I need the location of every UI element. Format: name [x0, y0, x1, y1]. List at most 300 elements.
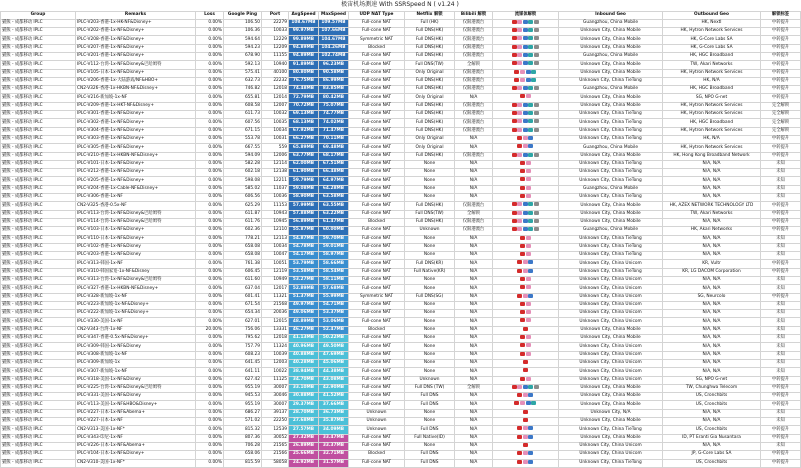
inbound-geo-cell: Unknown City, China Unicom [559, 318, 663, 326]
table-row[interactable] [1, 119, 801, 127]
netflix-icon [517, 426, 522, 430]
disney-icon [523, 111, 528, 115]
streaming-cell [493, 376, 559, 384]
udp-nat-cell: Full-cone NAT [349, 111, 405, 119]
max-speed-cell: 58.66MB [319, 260, 349, 268]
port-cell: 10039 [262, 351, 289, 359]
avg-speed-cell: 27.32MB [289, 434, 319, 442]
avg-speed-cell: 57.99MB [289, 202, 319, 210]
inbound-geo-cell: Unknown City, N/A [559, 409, 663, 417]
streaming-cell [493, 227, 559, 235]
youtube-icon [528, 28, 533, 32]
netflix-cell: None [405, 351, 455, 359]
max-speed-cell: 109.57MB [319, 19, 349, 27]
bilibili-cell: N/A [455, 135, 493, 143]
table-row[interactable] [1, 343, 801, 351]
avg-speed-cell: 34.70MB [289, 376, 319, 384]
youtube-icon [528, 227, 533, 231]
netflix-icon [512, 111, 517, 115]
max-speed-cell: 74.77MB [319, 111, 349, 119]
outbound-geo-cell: N/A, N/A [663, 326, 761, 334]
remarks-cell: IPLC-V104-日本-1x-NF&Disney+ [76, 451, 196, 459]
streaming-cell [493, 160, 559, 168]
table-row[interactable] [1, 252, 801, 260]
streaming-cell [493, 61, 559, 69]
table-row[interactable] [1, 19, 801, 27]
ping-cell: 598.08 [224, 177, 262, 185]
remarks-cell: IPLC-V206-香港-1x-大陆游戏/NF&HBO+ [76, 77, 196, 85]
port-cell: 12229 [262, 36, 289, 44]
disney-icon [523, 103, 528, 107]
loss-cell: 0.00% [196, 351, 224, 359]
loss-cell: 0.00% [196, 426, 224, 434]
avg-speed-cell: 58.90MB [289, 194, 319, 202]
avg-speed-cell: 38.94MB [289, 368, 319, 376]
max-speed-cell: 33.47MB [319, 434, 349, 442]
ping-cell: 632.73 [224, 77, 262, 85]
bilibili-cell: N/A [455, 376, 493, 384]
unlock-label-cell: 未知 [761, 243, 801, 251]
netflix-icon [520, 343, 525, 347]
group-cell: 猫熊 - 成都移动 IPLC [1, 442, 76, 450]
avg-speed-cell: 40.28MB [289, 359, 319, 367]
bilibili-cell: N/A [455, 301, 493, 309]
loss-cell: 0.00% [196, 44, 224, 52]
remarks-cell: IPLC-V222-新加坡-1x-NF&Disney+ [76, 310, 196, 318]
unlock-label-cell: 中转提升 [761, 434, 801, 442]
netflix-icon [523, 368, 528, 372]
table-row[interactable] [1, 260, 801, 268]
loss-cell: 0.00% [196, 52, 224, 60]
inbound-geo-cell: Unknown City, China Mobile [559, 210, 663, 218]
netflix-cell: None [405, 409, 455, 417]
youtube-icon [528, 385, 533, 389]
hbo-icon [534, 86, 539, 90]
header-google-ping[interactable]: Google Ping [224, 12, 262, 20]
netflix-cell: Full Native(ID) [405, 434, 455, 442]
remarks-cell: IPLC-V110-日本-1x-NF&Disney+ [76, 235, 196, 243]
inbound-geo-cell: Unknown City, China TieTong [559, 135, 663, 143]
unlock-label-cell: 未知 [761, 409, 801, 417]
group-cell: 猫熊 - 成都移动 IPLC [1, 426, 76, 434]
unlock-label-cell: 中转提升 [761, 52, 801, 60]
loss-cell: 0.00% [196, 61, 224, 69]
table-row[interactable] [1, 384, 801, 392]
avg-speed-cell: 51.37MB [289, 293, 319, 301]
table-row[interactable] [1, 451, 801, 459]
bilibili-icon [523, 435, 528, 439]
inbound-geo-cell: Guangzhou, China Mobile [559, 52, 663, 60]
table-row[interactable] [1, 61, 801, 69]
table-row[interactable] [1, 418, 801, 426]
bilibili-cell: N/A [455, 335, 493, 343]
bilibili-icon [520, 401, 525, 405]
table-row[interactable] [1, 318, 801, 326]
header-netflix[interactable]: Netflix 解锁 [405, 12, 455, 20]
inbound-geo-cell: Unknown City, China Unicom [559, 451, 663, 459]
bilibili-cell: 全解锁 [455, 210, 493, 218]
table-row[interactable] [1, 102, 801, 110]
netflix-cell: None [405, 277, 455, 285]
remarks-cell: CN2-V310-美国-1x-NF* [76, 459, 196, 467]
table-row[interactable] [1, 185, 801, 193]
ping-cell: 671.54 [224, 301, 262, 309]
disney-icon [523, 202, 528, 206]
netflix-cell: Full DNS(HK) [405, 86, 455, 94]
bilibili-cell: 仅限港澳台 [455, 227, 493, 235]
table-row[interactable] [1, 227, 801, 235]
udp-nat-cell: Blocked [349, 451, 405, 459]
table-row[interactable] [1, 359, 801, 367]
disney-icon [523, 36, 528, 40]
netflix-icon [514, 401, 519, 405]
ping-cell: 106.50 [224, 19, 262, 27]
bilibili-icon [526, 377, 531, 381]
unlock-label-cell: 未知 [761, 285, 801, 293]
udp-nat-cell: Full-cone NAT [349, 376, 405, 384]
inbound-geo-cell: Unknown City, China TieTong [559, 119, 663, 127]
port-cell: 12114 [262, 160, 289, 168]
streaming-cell [493, 210, 559, 218]
netflix-cell: None [405, 194, 455, 202]
loss-cell: 0.00% [196, 135, 224, 143]
loss-cell: 0.00% [196, 277, 224, 285]
udp-nat-cell: Full-cone NAT [349, 351, 405, 359]
remarks-cell: IPLC-V113-台湾-1x-NF&Disney&巴哈姆特 [76, 210, 196, 218]
group-cell: 猫熊 - 成都移动 IPLC [1, 335, 76, 343]
table-row[interactable] [1, 401, 801, 409]
table-row[interactable] [1, 202, 801, 210]
bilibili-cell: N/A [455, 310, 493, 318]
avg-speed-cell: 68.13MB [289, 119, 319, 127]
netflix-icon [514, 78, 519, 82]
bilibili-icon [523, 269, 528, 273]
table-row[interactable] [1, 94, 801, 102]
port-cell: 30046 [262, 393, 289, 401]
header-udp-nat[interactable]: UDP NAT Type [349, 12, 405, 20]
avg-speed-cell: 48.89MB [289, 318, 319, 326]
inbound-geo-cell: Unknown City, China TieTong [559, 426, 663, 434]
header-bilibili[interactable]: Bilibili 解锁 [455, 12, 493, 20]
unlock-label-cell: 中转提升 [761, 144, 801, 152]
remarks-cell: IPLC-V226-日本-1x-NF&Abema+ [76, 442, 196, 450]
loss-cell: 0.00% [196, 243, 224, 251]
udp-nat-cell: Full-cone NAT [349, 202, 405, 210]
bilibili-icon [517, 227, 522, 231]
bilibili-icon [526, 169, 531, 173]
max-speed-cell: 42.90MB [319, 384, 349, 392]
max-speed-cell: 59.01MB [319, 243, 349, 251]
table-row[interactable] [1, 426, 801, 434]
disney-icon [523, 86, 528, 90]
group-cell: 猫熊 - 成都移动 IPLC [1, 393, 76, 401]
hbo-icon [534, 61, 539, 65]
header-inbound-geo[interactable]: Inbound Geo [559, 12, 663, 20]
header-remarks[interactable]: Remarks [76, 12, 196, 20]
netflix-icon [517, 144, 522, 148]
unlock-label-cell: 未知 [761, 235, 801, 243]
bilibili-icon [526, 335, 531, 339]
bilibili-cell: 仅限港澳台 [455, 127, 493, 135]
ping-cell: 686.27 [224, 409, 262, 417]
netflix-cell: Full DNS [405, 459, 455, 467]
table-row[interactable] [1, 301, 801, 309]
streaming-cell [493, 243, 559, 251]
port-cell: 10051 [262, 260, 289, 268]
streaming-cell [493, 418, 559, 426]
netflix-cell: None [405, 318, 455, 326]
table-row[interactable] [1, 442, 801, 450]
remarks-cell: IPLC-V328-新加坡-1x-NF [76, 293, 196, 301]
netflix-cell: None [405, 177, 455, 185]
port-cell: 22279 [262, 19, 289, 27]
udp-nat-cell: Full-cone NAT [349, 210, 405, 218]
group-cell: 猫熊 - 成都移动 IPLC [1, 94, 76, 102]
table-row[interactable] [1, 177, 801, 185]
group-cell: 猫熊 - 成都移动 IPLC [1, 252, 76, 260]
unlock-label-cell: 中转提升 [761, 293, 801, 301]
outbound-geo-cell: SG, Neurcolo [663, 293, 761, 301]
bilibili-icon [517, 36, 522, 40]
header-avg-speed[interactable]: AvgSpeed [289, 12, 319, 20]
remarks-cell: IPLC-V212-香港-1x-NF&Disney+ [76, 169, 196, 177]
netflix-icon [512, 53, 517, 57]
header-streaming[interactable]: 流媒体解锁 [493, 12, 559, 20]
remarks-cell: IPLC-V305-香港-1x-NF&Disney+ [76, 144, 196, 152]
table-row[interactable] [1, 77, 801, 85]
results-table [0, 11, 801, 468]
port-cell: 22250 [262, 418, 289, 426]
bilibili-icon [517, 20, 522, 24]
remarks-cell: IPLC-V210-香港-1x-HKBN-NF&Disney+ [76, 152, 196, 160]
table-row[interactable] [1, 135, 801, 143]
netflix-cell: None [405, 368, 455, 376]
netflix-cell: Full DNS(HK) [405, 111, 455, 119]
header-port[interactable]: Port [262, 12, 289, 20]
port-cell: 10036 [262, 194, 289, 202]
unlock-label-cell: 完全解锁 [761, 111, 801, 119]
port-cell: 12113 [262, 235, 289, 243]
netflix-cell: Full DNS(HK) [405, 28, 455, 36]
bilibili-cell: N/A [455, 393, 493, 401]
udp-nat-cell: Full-cone NAT [349, 227, 405, 235]
table-row[interactable] [1, 194, 801, 202]
ping-cell: 641.11 [224, 368, 262, 376]
avg-speed-cell: 72.79MB [289, 94, 319, 102]
table-row[interactable] [1, 160, 801, 168]
outbound-geo-cell: ID, PT Eranti Gia Nusantara [663, 434, 761, 442]
remarks-cell: IPLC-V209-香港-1x-HKT-NF&Disney+ [76, 102, 196, 110]
bilibili-icon [523, 260, 528, 264]
netflix-icon [520, 169, 525, 173]
remarks-cell: IPLC-V102-香港-1x-NF&Disney [76, 243, 196, 251]
port-cell: 12018 [262, 86, 289, 94]
table-row[interactable] [1, 218, 801, 226]
port-cell: 10945 [262, 218, 289, 226]
table-row[interactable] [1, 351, 801, 359]
streaming-cell [493, 135, 559, 143]
udp-nat-cell: Full-cone NAT [349, 393, 405, 401]
remarks-cell: CN2-V325-香港-0.5x-NF [76, 202, 196, 210]
inbound-geo-cell: Unknown City, China TieTong [559, 127, 663, 135]
unlock-label-cell: 未知 [761, 194, 801, 202]
outbound-geo-cell: N/A, N/A [663, 368, 761, 376]
table-row[interactable] [1, 36, 801, 44]
table-row[interactable] [1, 52, 801, 60]
max-speed-cell: 90.58MB [319, 69, 349, 77]
netflix-icon [517, 435, 522, 439]
netflix-cell: Full DNS(KR) [405, 260, 455, 268]
table-row[interactable] [1, 169, 801, 177]
streaming-cell [493, 235, 559, 243]
bilibili-icon [523, 294, 528, 298]
table-row[interactable] [1, 152, 801, 160]
disney-icon [523, 211, 528, 215]
table-row[interactable] [1, 243, 801, 251]
inbound-geo-cell: Unknown City, China Mobile [559, 102, 663, 110]
streaming-cell [493, 185, 559, 193]
bilibili-icon [517, 202, 522, 206]
outbound-geo-cell: SG, NPO G-net [663, 94, 761, 102]
unlock-label-cell: 中转提升 [761, 86, 801, 94]
bilibili-cell: 仅限港澳台 [455, 218, 493, 226]
streaming-cell [493, 326, 559, 334]
netflix-cell: Full DNS(HK) [405, 102, 455, 110]
netflix-cell: Full (HK) [405, 19, 455, 27]
max-speed-cell: 50.22MB [319, 335, 349, 343]
loss-cell: 20.00% [196, 326, 224, 334]
disney-icon [526, 401, 531, 405]
header-max-speed[interactable]: MaxSpeed [319, 12, 349, 20]
bilibili-cell: N/A [455, 451, 493, 459]
table-row[interactable] [1, 326, 801, 334]
port-cell: 58058 [262, 459, 289, 467]
netflix-icon [520, 285, 525, 289]
table-row[interactable] [1, 393, 801, 401]
bilibili-icon [517, 128, 522, 132]
avg-speed-cell: 49.06MB [289, 310, 319, 318]
bilibili-cell: N/A [455, 243, 493, 251]
table-row[interactable] [1, 293, 801, 301]
table-row[interactable] [1, 459, 801, 467]
youtube-icon [528, 45, 533, 49]
udp-nat-cell: Full-cone NAT [349, 384, 405, 392]
inbound-geo-cell: Unknown City, China Mobile [559, 418, 663, 426]
disney-icon [523, 28, 528, 32]
udp-nat-cell: Full-cone NAT [349, 359, 405, 367]
avg-speed-cell: 54.78MB [289, 243, 319, 251]
unlock-label-cell: 未知 [761, 160, 801, 168]
outbound-geo-cell: N/A, N/A [663, 442, 761, 450]
table-row[interactable] [1, 111, 801, 119]
netflix-cell: None [405, 169, 455, 177]
bilibili-icon [517, 53, 522, 57]
unlock-label-cell: 中转提升 [761, 401, 801, 409]
table-row[interactable] [1, 277, 801, 285]
bilibili-cell: 全解锁 [455, 384, 493, 392]
ping-cell: 795.62 [224, 335, 262, 343]
table-row[interactable] [1, 434, 801, 442]
remarks-cell: IPLC-V105-日本-1x-NF&Disney+ [76, 69, 196, 77]
table-row[interactable] [1, 268, 801, 276]
table-row[interactable] [1, 368, 801, 376]
inbound-geo-cell: Unknown City, China Unicom [559, 442, 663, 450]
udp-nat-cell: Full-cone NAT [349, 335, 405, 343]
port-cell: 12015 [262, 318, 289, 326]
table-row[interactable] [1, 127, 801, 135]
netflix-icon [512, 61, 517, 65]
remarks-cell: IPLC-V203-香港-1x-NF&Disney [76, 252, 196, 260]
loss-cell: 0.00% [196, 393, 224, 401]
inbound-geo-cell: Unknown City, China TieTong [559, 252, 663, 260]
table-row[interactable] [1, 409, 801, 417]
inbound-geo-cell: Unknown City, China Unicom [559, 301, 663, 309]
header-outbound-geo[interactable]: Outbound Geo [663, 12, 761, 20]
header-unlock-label[interactable]: 解锁标签 [761, 12, 801, 20]
table-row[interactable] [1, 235, 801, 243]
streaming-cell [493, 69, 559, 77]
table-row[interactable] [1, 285, 801, 293]
max-speed-cell: 54.71MB [319, 301, 349, 309]
table-row[interactable] [1, 28, 801, 36]
group-cell: 猫熊 - 成都移动 IPLC [1, 86, 76, 94]
header-loss[interactable]: Loss [196, 12, 224, 20]
port-cell: 12014 [262, 94, 289, 102]
table-row[interactable] [1, 210, 801, 218]
unlock-label-cell: 未知 [761, 301, 801, 309]
netflix-icon [514, 70, 519, 74]
table-row[interactable] [1, 310, 801, 318]
loss-cell: 0.00% [196, 451, 224, 459]
avg-speed-cell: 76.75MB [289, 77, 319, 85]
streaming-cell [493, 52, 559, 60]
udp-nat-cell: Full-cone NAT [349, 52, 405, 60]
ping-cell: 658.08 [224, 243, 262, 251]
max-speed-cell: 37.66MB [319, 401, 349, 409]
remarks-cell: IPLC-V318-美国-1x-NF&Disney [76, 376, 196, 384]
port-cell: 12209 [262, 44, 289, 52]
loss-cell: 0.00% [196, 169, 224, 177]
port-cell: 10943 [262, 210, 289, 218]
table-row[interactable] [1, 86, 801, 94]
udp-nat-cell: Full-cone NAT [349, 318, 405, 326]
bilibili-icon [520, 78, 525, 82]
table-row[interactable] [1, 335, 801, 343]
header-group[interactable]: Group [1, 12, 76, 20]
udp-nat-cell: Full-cone NAT [349, 77, 405, 85]
group-cell: 猫熊 - 成都移动 IPLC [1, 185, 76, 193]
disney-icon [523, 385, 528, 389]
outbound-geo-cell: N/A, N/A [663, 252, 761, 260]
inbound-geo-cell: Unknown City, China TieTong [559, 169, 663, 177]
outbound-geo-cell: HK, Hong Kong Broadband Network [663, 152, 761, 160]
disney-icon [528, 260, 533, 264]
outbound-geo-cell: HK, N/A [663, 77, 761, 85]
table-row[interactable] [1, 376, 801, 384]
table-row[interactable] [1, 69, 801, 77]
udp-nat-cell: Full-cone NAT [349, 86, 405, 94]
unlock-label-cell: 未知 [761, 326, 801, 334]
disney-icon [528, 393, 533, 397]
loss-cell: 0.00% [196, 202, 224, 210]
table-row[interactable] [1, 144, 801, 152]
netflix-icon [520, 318, 525, 322]
udp-nat-cell: Full-cone NAT [349, 144, 405, 152]
netflix-icon [517, 393, 522, 397]
bilibili-cell: N/A [455, 293, 493, 301]
table-row[interactable] [1, 44, 801, 52]
port-cell: 21568 [262, 301, 289, 309]
